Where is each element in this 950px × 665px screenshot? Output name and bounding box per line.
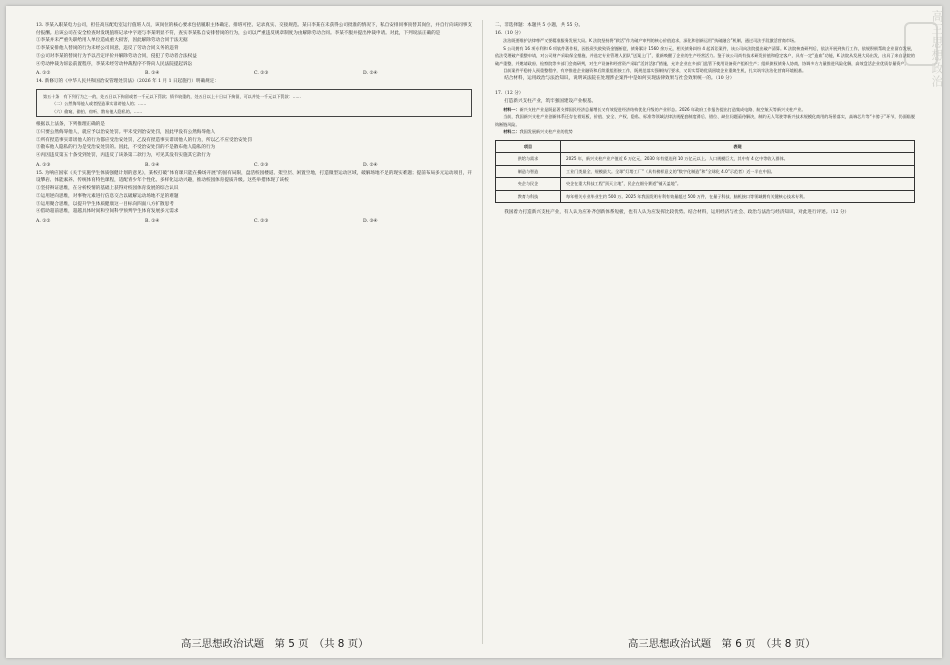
q15-item: ③运用聚合思维，以提升学生体质健康这一目标向四面八方扩散思考: [36, 201, 174, 207]
page-footer-5: 高三思想政治试题 第 5 页 （共 8 页）: [181, 638, 369, 650]
table-header-row: [496, 140, 915, 152]
table-cell: 制造与智造: [496, 165, 561, 177]
table-cell: 供给与需求: [496, 153, 561, 165]
material-2-text: 我国发展新兴支柱产业的优势: [519, 129, 573, 135]
option-a: A. ①②: [36, 219, 51, 225]
option-b: B. ①④: [145, 219, 160, 225]
q14-item: ②所有捏造事实诽谤他人的行为都应受治安处罚，乙没有捏造事实诽谤他人的行为，所以乙不应受治安处罚: [36, 137, 252, 143]
option-c: C. ②③: [254, 219, 269, 225]
q16-number: 16.（10 分）: [495, 30, 524, 36]
law-excerpt-box: [36, 89, 472, 117]
q13-item: ④劳动仲裁为诉讼前置程序，李某未经劳动仲裁程序不得向人民法院提起诉讼: [36, 61, 193, 67]
q13-item: ③公司对李某的替岗行为予以否定评价并解除劳动合同，侵犯了劳动者合法权益: [36, 53, 197, 59]
table-cell: 2025 年，新兴支柱产业产值近 6 万亿元，2030 年有望达到 10 万亿元以上。人口规模巨大，其中有 4 亿中等收入群体。: [561, 153, 915, 165]
q15-item: ①坚持辩证思维，在分析校情的基础上获得对校园体育发展的综合认识: [36, 186, 179, 192]
table-row: [496, 178, 915, 190]
option-d: D. ②④: [363, 162, 378, 168]
q13-item: ②李某安排他人替岗的行为未经公司同意，违反了劳动合同义务的违背: [36, 46, 179, 52]
question-14: [36, 78, 472, 170]
table-cell: 央企与民企: [496, 178, 561, 190]
q13-item: ①李某并未严重失职给用人单位造成重大损害，因此解除劳动合同于法无据: [36, 38, 188, 44]
option-c: C. ②③: [254, 162, 269, 168]
question-17: [495, 90, 915, 216]
q15-item: ④借助超前思维，超越具体时间和空间科学预判学生体育发展多元需求: [36, 209, 179, 215]
table-row: [496, 190, 915, 202]
q16-ask: 结合材料，运用政治与法治知识，说明该法院在处理涉企案件中是如何实现法律效果与社会效果统一的。（10 分）: [504, 75, 735, 81]
option-a: A. ①③: [36, 162, 51, 168]
option-d: D. ②④: [363, 71, 378, 77]
exam-sheet: [6, 6, 942, 658]
q14-stem: 14. 新修订的《中华人民共和国治安管理处罚法》（2026 年 1 月 1 日起施行）明确规定：: [36, 79, 219, 85]
section-title: 二、非选择题：本题共 5 小题，共 55 分。: [495, 23, 584, 28]
q16-para: S 公司拥有 16 项专利和 6 项软件著作权，因投资失败致资金链断裂，债务累计 1560 余万元，相关债务纠纷 4 起诉讼案件，该公司向法院提出破产清算。K 法院核查研判后，依法开展到执行工作，依规积极帮助企业留存发展，依法受理破产重整申请，对公司财产采取保全措施，并选定专业管理人团队“送案上门”，重新唤醒了企业的生产经营活力。鉴于该公司尚有技术研发价值和稳定客户，具有一定“造血”功能，K 法院从发展大局出发，出具了来自法院的破产重整，并邀请政府、检察院等多部门会商研判，对生产设备和经营资产采取“活封活扣”措施，允许企业在多部门监管下使用设备资产组织生产；组织债权债务人协商，协调多方力量推进风险化解，高效盘活企业优质存量资产。: [495, 45, 915, 66]
option-a: A. ①②: [36, 71, 51, 77]
q14-item: ①只要公然侮辱他人，就应予以治安处罚。甲未受到治安处罚，因此甲没有公然侮辱他人: [36, 129, 216, 135]
q13-options: [36, 70, 472, 78]
q14-lead: 根据以上法条，下列推理正确的是: [36, 122, 105, 128]
law-line: 第五十条 有下列行为之一的，处五日以下拘留或者一千元以下罚款；情节较重的，处五日以上十日以下拘留，可以并处一千元以下罚款：……: [43, 93, 301, 99]
option-b: B. ①④: [145, 71, 160, 77]
option-c: C. ②③: [254, 71, 269, 77]
q15-stem: 15. 为响应国家《关于实施学生体质强健计划的意见》，某校打破“体育课只能在操场开展”的固有局限，盘活校园楼道、架空层、闲置空地，打造微型运动区域，破解场地不足的现实难题；提前布局多元运动项目，开设攀岩、体能素养、传统体育特色课程，适配青少年个性化、多样化运动兴趣，推动校园体育提质升级。这些举措体现了该校: [36, 170, 472, 184]
material-1: [495, 106, 915, 113]
question-13: [36, 22, 472, 78]
material-1-label: 材料一：: [503, 106, 520, 112]
option-d: D. ③④: [363, 219, 378, 225]
table-cell: 央企在重大科技工程“顶天立地”，民企在细分赛道“铺天盖地”。: [561, 178, 915, 190]
q16-para: 法治既要维护法律尊严又要精准服务发展大局。K 法院坚持将“救活”作为破产审判的核心价值追求，深化和创新运用“执破融合”机制，通过司法手段激活营商市场。: [503, 38, 799, 44]
q15-options: [36, 218, 472, 226]
q16-para: 目前案件平稳持入预重整程序，有序推进企业融资和后续重组衔接工作，既规范落实强制执行要求，又切实帮助优质困境企业重焕生机，扎实筑牢法治化营商环境根基。: [503, 68, 807, 74]
page-divider: [482, 20, 483, 644]
advantage-table: [495, 140, 915, 203]
material-1-para: 当前，我国新兴支柱产业创新体系还存在着短板，价值、安全、产权、隐私、标准等领域法律法规配套制度滞后、错位、缺位问题亟待解决，制约无人驾驶等新兴技术规模化商用的场景落实，高端芯片等“卡脖子”环节，仍面临脱钩断链风险。: [495, 114, 915, 127]
law-line: （二）公然侮辱他人或者捏造事实诽谤他人的；……: [52, 101, 147, 107]
q13-stem: 13. 李某入职某电力公司，担任高压配电室运行值班人员，该岗位的核心要求包括履职主体确定、排班可控、记录真实、交接规范。某日李某在未获得公司批准的情况下，私自安排同事顶替其岗位，并自行向该同事支付报酬。后该公司在安全检查时发现值班记录中字迹与李某明显不符，查实李某私自安排替岗的行为，公司以严重违反规章制度为由解除劳动合同。李某不服并提出仲裁申请。对此，下列说法正确的是: [36, 23, 472, 36]
q17-number: 17.（12 分）: [495, 91, 524, 97]
page-6: [495, 22, 915, 650]
table-row: [496, 153, 915, 165]
table-header: 表现: [561, 140, 915, 152]
table-header: 项目: [496, 140, 561, 152]
page-footer-6: 高三思想政治试题 第 6 页 （共 8 页）: [628, 638, 816, 650]
table-cell: 工业门类最全、规模最大。全球“灯塔工厂”（具有榜样意义的“数字化制造”和“全球化 4.0”示范者）近一半在中国。: [561, 165, 915, 177]
q14-item: ③散布他人隐私的行为是受治安处罚的。因此，不受治安处罚的不是散布他人隐私的行为: [36, 145, 216, 151]
watermark: 高三思想政治: [930, 10, 944, 88]
table-cell: 教育与科技: [496, 190, 561, 202]
q14-item: ④丙因违反第五十条受到处罚，丙违反了该条第二款行为，可见其没有实施其它款行为: [36, 153, 211, 159]
material-2-label: 材料二：: [503, 129, 520, 135]
law-line: （六）偷窥、偷拍、窃听、散布他人隐私的。……: [52, 108, 143, 114]
material-1-text: 新兴支柱产业是既显著支撑国民经济总量增长又有效促进经济结构优化升级的产业形态。2026 年政府工作报告提出打造集成电路、航空航天等新兴支柱产业。: [519, 106, 806, 112]
table-row: [496, 165, 915, 177]
page-5: [36, 22, 472, 650]
material-2: [495, 128, 915, 135]
option-b: B. ①④: [145, 162, 160, 168]
q14-options: [36, 162, 472, 170]
question-16: [495, 30, 915, 83]
q17-intro: 打造新兴支柱产业，筑牢强国建设产业根基。: [504, 99, 597, 105]
q17-ask: 我国着力打造新兴支柱产业，有人认为应补齐创新体系短板，也有人认为应发挥比较优势。结合材料，运用经济与社会、政治与法治与经济知识，对此进行评述。（12 分）: [504, 210, 850, 216]
table-cell: 每年相关专业毕业生约 500 万。2025 年我国发明专利有效量超过 500 万件，在量子科技、脑机接口等领域拥有关键核心技术专利。: [561, 190, 915, 202]
question-15: [36, 170, 472, 226]
q15-item: ②运用逆向思维，对事物元素进行信息交合以破解运动场地不足的难题: [36, 193, 179, 199]
